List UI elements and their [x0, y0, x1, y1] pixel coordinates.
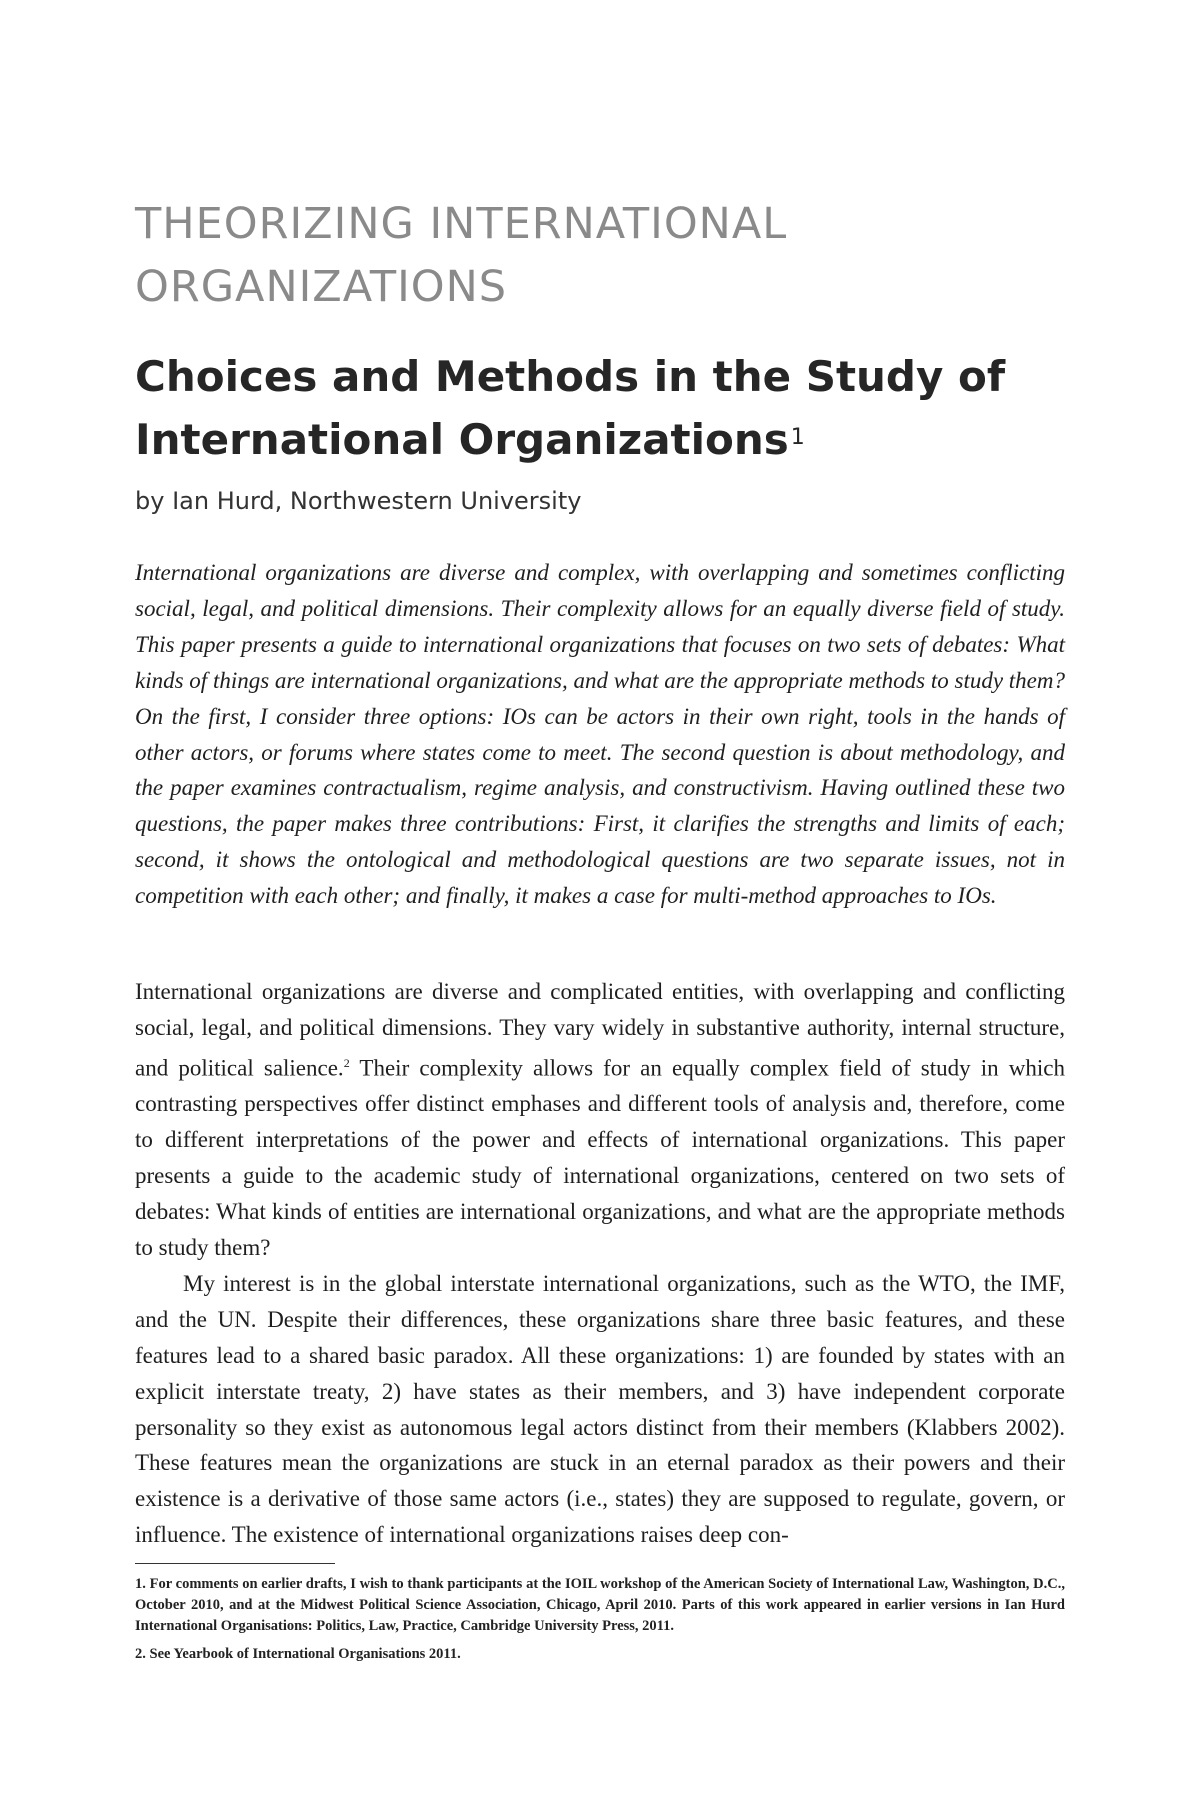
footnotes	[135, 1574, 1065, 1672]
title-footnote-marker[interactable]: 1	[790, 425, 805, 450]
body-paragraph	[135, 974, 1065, 1266]
body-paragraph-1-part-1: International organizations are diverse and complicated entities, with overlapping and conflicting social, legal, and political dimensions. They vary widely in substantive authority, internal structure, and political salience.	[135, 979, 1065, 1081]
body-paragraph-1-part-2: Their complexity allows for an equally complex field of study in which contrasting perspectives offer distinct emphases and different tools of analysis and, therefore, come to different interpretations of the power and effects of international organizations. This paper presents a guide to the academic study of international organizations, centered on two sets of debates: What kinds of entities are international organizations, and what are the appropriate methods to study them?	[135, 1055, 1065, 1260]
footnote-2: 2. See Yearbook of International Organisations 2011.	[135, 1646, 461, 1662]
footnote-divider	[135, 1563, 335, 1564]
body-text	[135, 974, 1065, 1553]
section-title: THEORIZING INTERNATIONAL ORGANIZATIONS	[135, 199, 788, 312]
body-paragraph-2: My interest is in the global interstate international organizations, such as the WTO, the IMF, and the UN. Despite their differences, these organizations share three basic features, and these features lead to a shared basic paradox. All these organizations: 1) are founded by states with an explicit interstate treaty, 2) have states as their members, and 3) have independent corporate personality so they exist as autonomous legal actors distinct from their members (Klabbers 2002). These features mean the organizations are stuck in an eternal paradox as their powers and their existence is a derivative of those same actors (i.e., states) they are supposed to regulate, govern, or influence. The existence of international organizations raises deep con-	[135, 1270, 1065, 1548]
paper-title-text: Choices and Methods in the Study of International Organizations	[135, 352, 1006, 464]
footnote-marker-2[interactable]: 2	[343, 1055, 350, 1070]
author-byline: by Ian Hurd, Northwestern University	[135, 487, 582, 515]
footnote-1: 1. For comments on earlier drafts, I wish to thank participants at the IOIL workshop of the American Society of International Law, Washington, D.C., October 2010, and at the Midwest Political Science Association, Chicago, April 2010. Parts of this work appeared in earlier versions in Ian Hurd International Organisations: Politics, Law, Practice, Cambridge University Press, 2011.	[135, 1576, 1065, 1634]
abstract: International organizations are diverse and complex, with overlapping and sometimes conflicting social, legal, and political dimensions. Their complexity allows for an equally diverse field of study. This paper presents a guide to international organizations that focuses on two sets of debates: What kinds of things are international organizations, and what are the appropriate methods to study them? On the first, I consider three options: IOs can be actors in their own right, tools in the hands of other actors, or forums where states come to meet. The second question is about methodology, and the paper examines contractualism, regime analysis, and constructivism. Having outlined these two questions, the paper makes three contributions: First, it clarifies the strengths and limits of each; second, it shows the ontological and methodological questions are two separate issues, not in competition with each other; and finally, it makes a case for multi-method approaches to IOs.	[135, 560, 1065, 909]
paper-title	[135, 345, 1085, 471]
